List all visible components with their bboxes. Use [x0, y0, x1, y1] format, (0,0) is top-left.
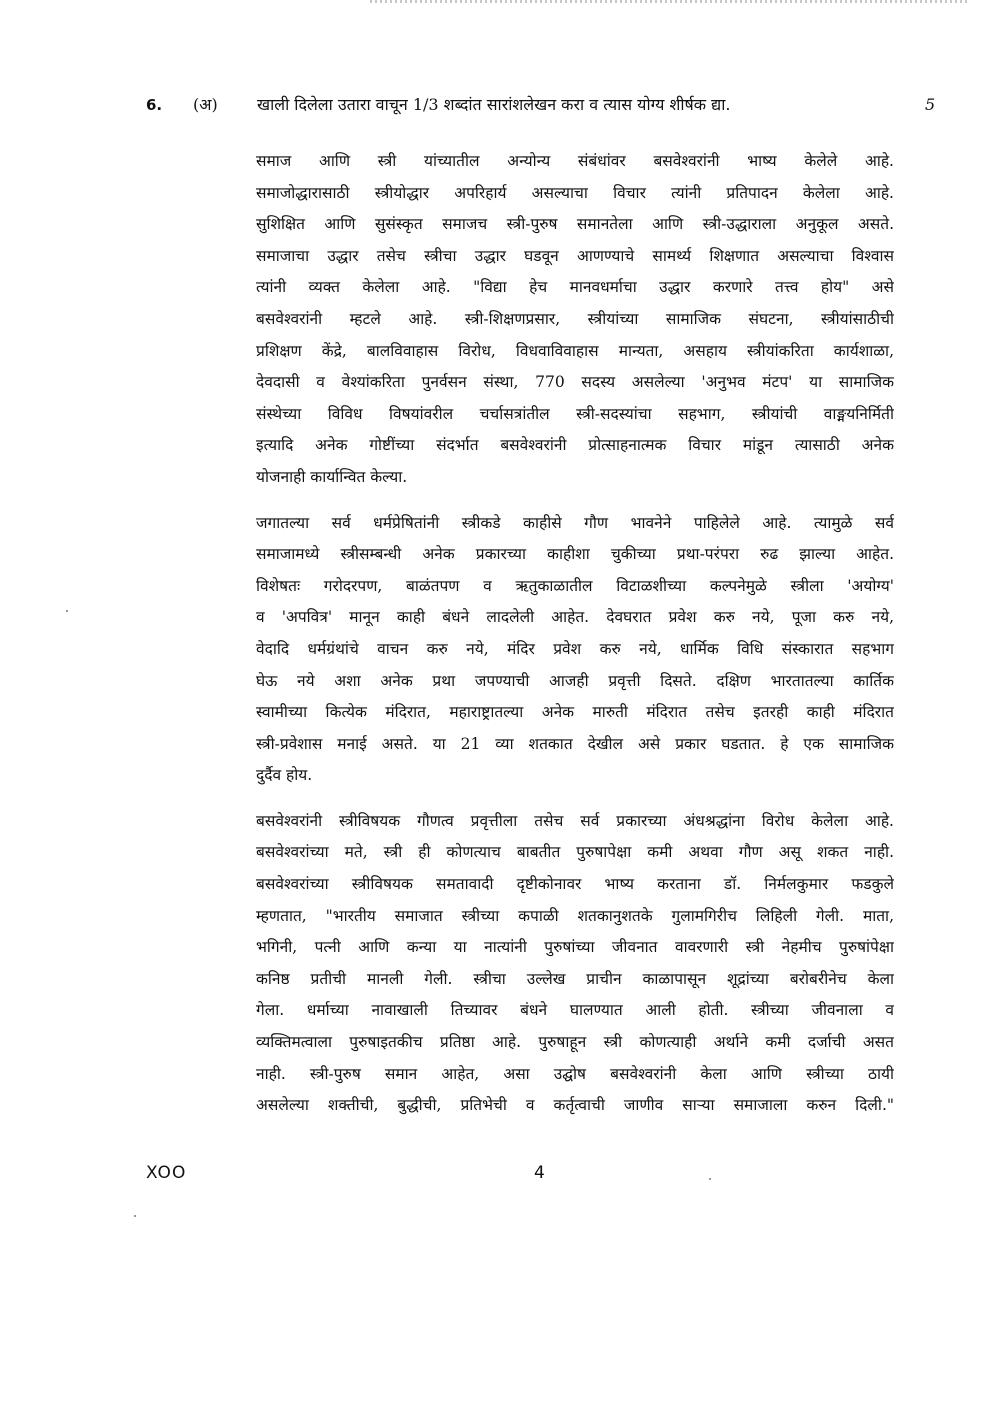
passage [256, 146, 894, 1136]
passage-line: संस्थेच्या विविध विषयांवरील चर्चासत्रांतील स्त्री-सदस्यांचा सहभाग, स्त्रीयांची वाङ्मयनिर्मिती [256, 404, 894, 423]
passage-line: समाजाचा उद्धार तसेच स्त्रीचा उद्धार घडवून आणण्याचे सामर्थ्य शिक्षणात असल्याचा विश्वास [256, 246, 894, 265]
paragraph [256, 508, 894, 792]
passage-line: स्त्री-प्रवेशास मनाई असते. या 21 व्या शतकात देखील असे प्रकार घडतात. हे एक सामाजिक [256, 734, 894, 753]
question-marks: 5 [925, 95, 936, 114]
passage-line: योजनाही कार्यान्वित केल्या. [256, 467, 408, 486]
passage-line: विशेषतः गरोदरपण, बाळंतपण व ऋतुकाळातील विटाळशीच्या कल्पनेमुळे स्त्रीला 'अयोग्य' [256, 576, 894, 595]
passage-line: स्वामीच्या कित्येक मंदिरात, महाराष्ट्रातल्या अनेक मारुती मंदिरात तसेच इतरही काही मंदिरात [256, 703, 894, 722]
passage-line: वेदादि धर्मग्रंथांचे वाचन करु नये, मंदिर प्रवेश करु नये, धार्मिक विधि संस्कारात सहभाग [256, 639, 894, 658]
scan-speck [66, 610, 68, 612]
paper-code: XOO [146, 1163, 187, 1183]
question-number: 6. [146, 96, 163, 114]
question-subpart: (अ) [193, 95, 218, 114]
passage-line: कनिष्ठ प्रतीची मानली गेली. स्त्रीचा उल्लेख प्राचीन काळापासून शूद्रांच्या बरोबरीनेच केला [256, 969, 894, 988]
paragraph [256, 146, 894, 494]
passage-line: इत्यादि अनेक गोष्टींच्या संदर्भात बसवेश्वरांनी प्रोत्साहनात्मक विचार मांडून त्यासाठी अनेक [256, 436, 894, 455]
page-number: 4 [534, 1163, 545, 1183]
passage-line: समाजामध्ये स्त्रीसम्बन्धी अनेक प्रकारच्या काहीशा चुकीच्या प्रथा-परंपरा रुढ झाल्या आहेत. [256, 545, 894, 564]
passage-line: गेला. धर्माच्या नावाखाली तिच्यावर बंधने घालण्यात आली होती. स्त्रीच्या जीवनाला व [256, 1001, 894, 1020]
passage-line: व 'अपवित्र' मानून काही बंधने लादलेली आहेत. देवघरात प्रवेश करु नये, पूजा करु नये, [256, 608, 894, 627]
passage-line: घेऊ नये अशा अनेक प्रथा जपण्याची आजही प्रवृत्ती दिसते. दक्षिण भारतातल्या कार्तिक [256, 671, 894, 690]
passage-line: देवदासी व वेश्यांकरिता पुनर्वसन संस्था, 770 सदस्य असलेल्या 'अनुभव मंटप' या सामाजिक [256, 373, 894, 392]
passage-line: बसवेश्वरांनी म्हटले आहे. स्त्री-शिक्षणप्रसार, स्त्रीयांच्या सामाजिक संघटना, स्त्रीयांसाठीची [256, 309, 894, 328]
paragraph [256, 806, 894, 1122]
scan-speck [134, 1215, 136, 1217]
passage-line: प्रशिक्षण केंद्रे, बालविवाहास विरोध, विधवाविवाहास मान्यता, असहाय स्त्रीयांकरिता कार्यशाळा, [256, 341, 894, 360]
passage-line: बसवेश्वरांनी स्त्रीविषयक गौणत्व प्रवृत्तीला तसेच सर्व प्रकारच्या अंधश्रद्धांना विरोध केलेला आहे. [256, 811, 894, 830]
passage-line: म्हणतात, "भारतीय समाजात स्त्रीच्या कपाळी शतकानुशतके गुलामगिरीच लिहिली गेली. माता, [256, 906, 894, 925]
passage-line: समाज आणि स्त्री यांच्यातील अन्योन्य संबंधांवर बसवेश्वरांनी भाष्य केलेले आहे. [256, 152, 894, 170]
passage-line: सुशिक्षित आणि सुसंस्कृत समाजच स्त्री-पुरुष समानतेला आणि स्त्री-उद्धाराला अनुकूल असते. [256, 215, 894, 234]
scan-edge-artifact [370, 0, 970, 3]
question-instruction: खाली दिलेला उतारा वाचून 1/3 शब्दांत सारांशलेखन करा व त्यास योग्य शीर्षक द्या. [257, 95, 731, 114]
passage-line: जगातल्या सर्व धर्मप्रेषितांनी स्त्रीकडे काहीसे गौण भावनेने पाहिलेले आहे. त्यामुळे सर्व [256, 513, 894, 532]
passage-line: बसवेश्वरांच्या स्त्रीविषयक समतावादी दृष्टीकोनावर भाष्य करताना डॉ. निर्मलकुमार फडकुले [256, 875, 894, 894]
passage-line: त्यांनी व्यक्त केलेला आहे. "विद्या हेच मानवधर्माचा उद्धार करणारे तत्त्व होय" असे [256, 278, 894, 297]
passage-line: असलेल्या शक्तीची, बुद्धीची, प्रतिभेची व कर्तृत्वाची जाणीव साऱ्या समाजाला करुन दिली." [256, 1096, 894, 1115]
passage-line: नाही. स्त्री-पुरुष समान आहेत, असा उद्घोष बसवेश्वरांनी केला आणि स्त्रीच्या ठायी [256, 1064, 894, 1083]
passage-line: समाजोद्धारासाठी स्त्रीयोद्धार अपरिहार्य असल्याचा विचार त्यांनी प्रतिपादन केलेला आहे. [256, 183, 894, 202]
scan-speck [709, 1178, 711, 1180]
passage-line: व्यक्तिमत्वाला पुरुषाइतकीच प्रतिष्ठा आहे. पुरुषाहून स्त्री कोणत्याही अर्थाने कमी दर्जाची असत [256, 1033, 894, 1052]
question-header [0, 92, 998, 118]
passage-line: भगिनी, पत्नी आणि कन्या या नात्यांनी पुरुषांच्या जीवनात वावरणारी स्त्री नेहमीच पुरुषांपेक्षा [256, 938, 894, 957]
passage-line: बसवेश्वरांच्या मते, स्त्री ही कोणत्याच बाबतीत पुरुषापेक्षा कमी अथवा गौण असू शकत नाही. [256, 843, 894, 862]
passage-line: दुर्दैव होय. [256, 766, 313, 785]
